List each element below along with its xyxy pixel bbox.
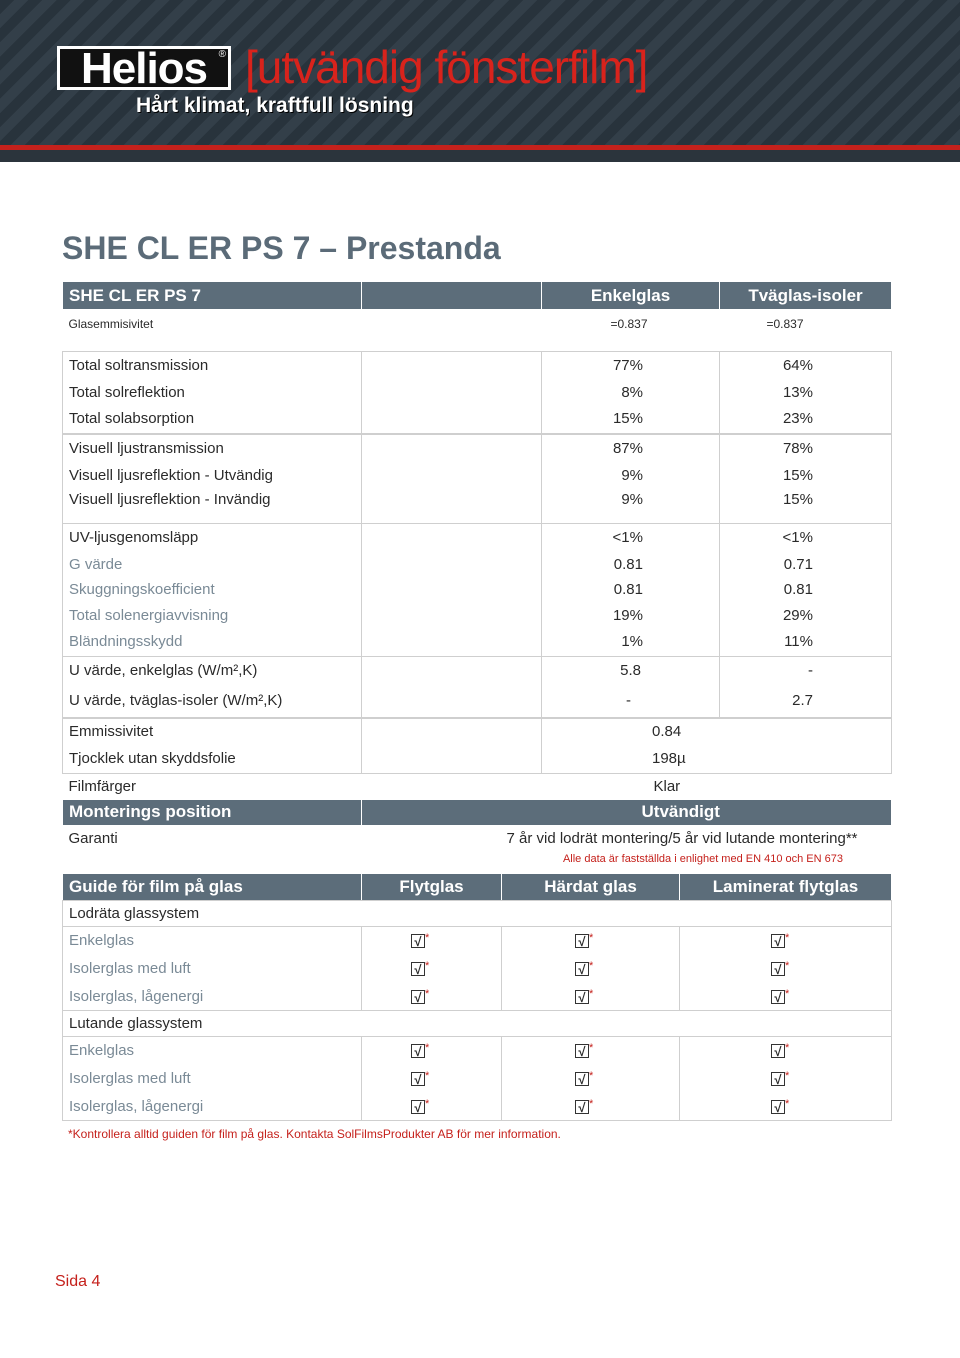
checkmark-icon: √ <box>771 934 785 948</box>
guide-row-label: Isolerglas, lågenergi <box>63 1093 362 1121</box>
table-row <box>63 774 892 799</box>
asterisk-mark: * <box>589 1070 594 1082</box>
table-row <box>63 552 892 577</box>
asterisk-mark: * <box>785 960 790 972</box>
film-value: 0.84 <box>542 719 892 745</box>
compatibility-cell <box>502 1093 680 1121</box>
mounting-row <box>63 799 892 825</box>
table-row <box>63 405 892 434</box>
other-properties-group <box>62 523 892 657</box>
value-double: 13% <box>720 380 892 405</box>
value-single: =0.837 <box>610 316 648 331</box>
asterisk-mark: * <box>425 1097 430 1110</box>
compatibility-cell <box>680 1037 892 1065</box>
asterisk-mark: * <box>425 932 430 945</box>
checkmark-icon: √ <box>771 1072 785 1086</box>
value-double: 64% <box>720 352 892 380</box>
row-label: U värde, tväglas-isoler (W/m²,K) <box>63 684 362 718</box>
table-row <box>63 825 892 852</box>
row-label: Total solenergiavvisning <box>63 603 362 628</box>
guide-footnote: *Kontrollera alltid guiden för film på glas. Kontakta SolFilmsProdukter AB för mer information. <box>68 1127 561 1141</box>
value-double: =0.837 <box>766 316 804 331</box>
row-label: Glasemmisivitet <box>68 316 154 331</box>
guide-section-row <box>63 1011 892 1037</box>
checkmark-icon: √ <box>575 962 589 976</box>
table-row <box>63 310 892 338</box>
row-label: Garanti <box>68 830 118 848</box>
row-label: Bländningsskydd <box>63 628 362 657</box>
checkmark-icon: √ <box>411 934 425 948</box>
header-banner <box>0 0 960 162</box>
value-single: 0.81 <box>542 552 720 577</box>
row-label: Emmissivitet <box>63 719 362 745</box>
helios-logo <box>57 44 231 93</box>
checkmark-icon: √ <box>411 962 425 976</box>
col-product: SHE CL ER PS 7 <box>63 282 362 310</box>
table-row <box>63 684 892 718</box>
value-double: 29% <box>720 603 892 628</box>
asterisk-mark: * <box>589 932 594 945</box>
row-label: Total solabsorption <box>63 405 362 434</box>
compatibility-cell <box>362 983 502 1011</box>
table-row <box>63 463 892 488</box>
guide-row-label: Enkelglas <box>63 927 362 955</box>
compatibility-cell <box>362 1093 502 1121</box>
value-double: 15% <box>720 463 892 488</box>
row-label: Visuell ljustransmission <box>63 435 362 463</box>
film-group <box>62 718 892 774</box>
mounting-value: Utvändigt <box>542 799 892 825</box>
value-single: <1% <box>542 524 720 552</box>
guide-row <box>63 927 892 955</box>
checkmark-icon: √ <box>771 962 785 976</box>
compatibility-cell <box>680 983 892 1011</box>
guide-section-heading: Lodräta glassystem <box>63 901 892 927</box>
compatibility-cell <box>680 955 892 983</box>
compatibility-cell <box>680 927 892 955</box>
value-double: 23% <box>720 405 892 434</box>
compatibility-cell <box>362 927 502 955</box>
value-double: 15% <box>720 488 892 524</box>
guide-body <box>62 900 892 1121</box>
performance-table <box>62 281 892 353</box>
compatibility-cell <box>502 1037 680 1065</box>
value-single: 87% <box>542 435 720 463</box>
asterisk-mark: * <box>785 1070 790 1082</box>
checkmark-icon: √ <box>575 990 589 1004</box>
checkmark-icon: √ <box>575 1044 589 1058</box>
value-single: 0.81 <box>542 577 720 603</box>
guide-row <box>63 983 892 1011</box>
asterisk-mark: * <box>425 1070 430 1082</box>
table-row <box>63 435 892 463</box>
asterisk-mark: * <box>425 987 430 1000</box>
row-label: Total soltransmission <box>63 352 362 380</box>
table-row <box>63 352 892 380</box>
table-row <box>63 628 892 657</box>
row-label: Skuggningskoefficient <box>63 577 362 603</box>
compatibility-cell <box>502 955 680 983</box>
value-double: 78% <box>720 435 892 463</box>
value-double: 0.81 <box>720 577 892 603</box>
checkmark-icon: √ <box>575 1100 589 1114</box>
guide-row <box>63 955 892 983</box>
value-single: 19% <box>542 603 720 628</box>
row-label: Visuell ljusreflektion - Invändig <box>63 488 362 524</box>
guide-row-label: Enkelglas <box>63 1037 362 1065</box>
col-tempered-glass: Härdat glas <box>502 874 680 901</box>
compatibility-cell <box>362 955 502 983</box>
row-label: Total solreflektion <box>63 380 362 405</box>
table-row <box>63 603 892 628</box>
value-single: 8% <box>542 380 720 405</box>
col-float-glass: Flytglas <box>362 874 502 901</box>
logo-text: Helios <box>80 44 208 93</box>
film-info-table <box>62 774 892 852</box>
value-single: 9% <box>542 488 720 524</box>
asterisk-mark: * <box>425 1042 430 1055</box>
visual-group <box>62 434 892 524</box>
row-label: Tjocklek utan skyddsfolie <box>63 745 362 774</box>
row-label: Visuell ljusreflektion - Utvändig <box>63 463 362 488</box>
page-title: SHE CL ER PS 7 – Prestanda <box>62 230 501 266</box>
table-row <box>63 577 892 603</box>
guide-row <box>63 1037 892 1065</box>
value-double: 2.7 <box>720 684 892 718</box>
product-type: [utvändig fönsterfilm] <box>245 41 648 93</box>
table-row <box>63 745 892 774</box>
table-row <box>63 524 892 552</box>
banner-bottom-band <box>0 150 960 162</box>
guide-section-heading: Lutande glassystem <box>63 1011 892 1037</box>
asterisk-mark: * <box>785 1042 790 1055</box>
compatibility-cell <box>680 1093 892 1121</box>
value-single: 15% <box>542 405 720 434</box>
compatibility-cell <box>502 927 680 955</box>
compatibility-cell <box>680 1065 892 1093</box>
compatibility-cell <box>502 1065 680 1093</box>
certification-note: Alle data är fastställda i enlighet med EN 410 och EN 673 <box>562 853 843 865</box>
guide-section-row <box>63 901 892 927</box>
asterisk-mark: * <box>785 987 790 1000</box>
value-double: - <box>720 657 892 684</box>
checkmark-icon: √ <box>771 1044 785 1058</box>
compatibility-cell <box>362 1065 502 1093</box>
col-single-glazing: Enkelglas <box>542 282 720 310</box>
row-label: G värde <box>63 552 362 577</box>
film-value: 198µ <box>542 745 892 774</box>
performance-header-row <box>63 282 892 310</box>
checkmark-icon: √ <box>575 934 589 948</box>
value-double: <1% <box>720 524 892 552</box>
mounting-label: Monterings position <box>63 799 362 825</box>
checkmark-icon: √ <box>411 1100 425 1114</box>
table-row <box>63 488 892 524</box>
guide-row-label: Isolerglas, lågenergi <box>63 983 362 1011</box>
value-single: 5.8 <box>542 657 720 684</box>
row-label: U värde, enkelglas (W/m²,K) <box>63 657 362 684</box>
checkmark-icon: √ <box>771 1100 785 1114</box>
checkmark-icon: √ <box>411 1044 425 1058</box>
guide-title: Guide för film på glas <box>63 874 362 901</box>
guide-header-row <box>63 874 892 901</box>
checkmark-icon: √ <box>771 990 785 1004</box>
table-row <box>63 657 892 684</box>
guide-row-label: Isolerglas med luft <box>63 955 362 983</box>
value-single: 9% <box>542 463 720 488</box>
asterisk-mark: * <box>785 932 790 945</box>
guide-row <box>63 1065 892 1093</box>
col-double-glazing: Tväglas-isoler <box>720 282 892 310</box>
col-empty <box>362 282 542 310</box>
registered-mark: ® <box>218 49 226 60</box>
table-row <box>63 380 892 405</box>
page-number: Sida 4 <box>55 1273 101 1290</box>
tagline: Hårt klimat, kraftfull lösning <box>136 94 414 117</box>
checkmark-icon: √ <box>411 1072 425 1086</box>
row-label: Filmfärger <box>68 777 137 795</box>
value-double: 0.71 <box>720 552 892 577</box>
value-double: 11% <box>720 628 892 657</box>
row-label: UV-ljusgenomsläpp <box>63 524 362 552</box>
film-colour-value: Klar <box>653 777 681 795</box>
compatibility-cell <box>502 983 680 1011</box>
asterisk-mark: * <box>589 987 594 1000</box>
table-row <box>63 719 892 745</box>
solar-group <box>62 351 892 434</box>
value-single: 1% <box>542 628 720 657</box>
asterisk-mark: * <box>425 960 430 972</box>
value-single: - <box>542 684 720 718</box>
checkmark-icon: √ <box>411 990 425 1004</box>
asterisk-mark: * <box>589 960 594 972</box>
warranty-value: 7 år vid lodrät montering/5 år vid lutande montering** <box>506 830 858 848</box>
guide-row <box>63 1093 892 1121</box>
checkmark-icon: √ <box>575 1072 589 1086</box>
compatibility-cell <box>362 1037 502 1065</box>
col-laminated-glass: Laminerat flytglas <box>680 874 892 901</box>
value-single: 77% <box>542 352 720 380</box>
guide-row-label: Isolerglas med luft <box>63 1065 362 1093</box>
asterisk-mark: * <box>785 1097 790 1110</box>
asterisk-mark: * <box>589 1042 594 1055</box>
u-values-group <box>62 656 892 718</box>
asterisk-mark: * <box>589 1097 594 1110</box>
glass-guide-table <box>62 873 892 901</box>
